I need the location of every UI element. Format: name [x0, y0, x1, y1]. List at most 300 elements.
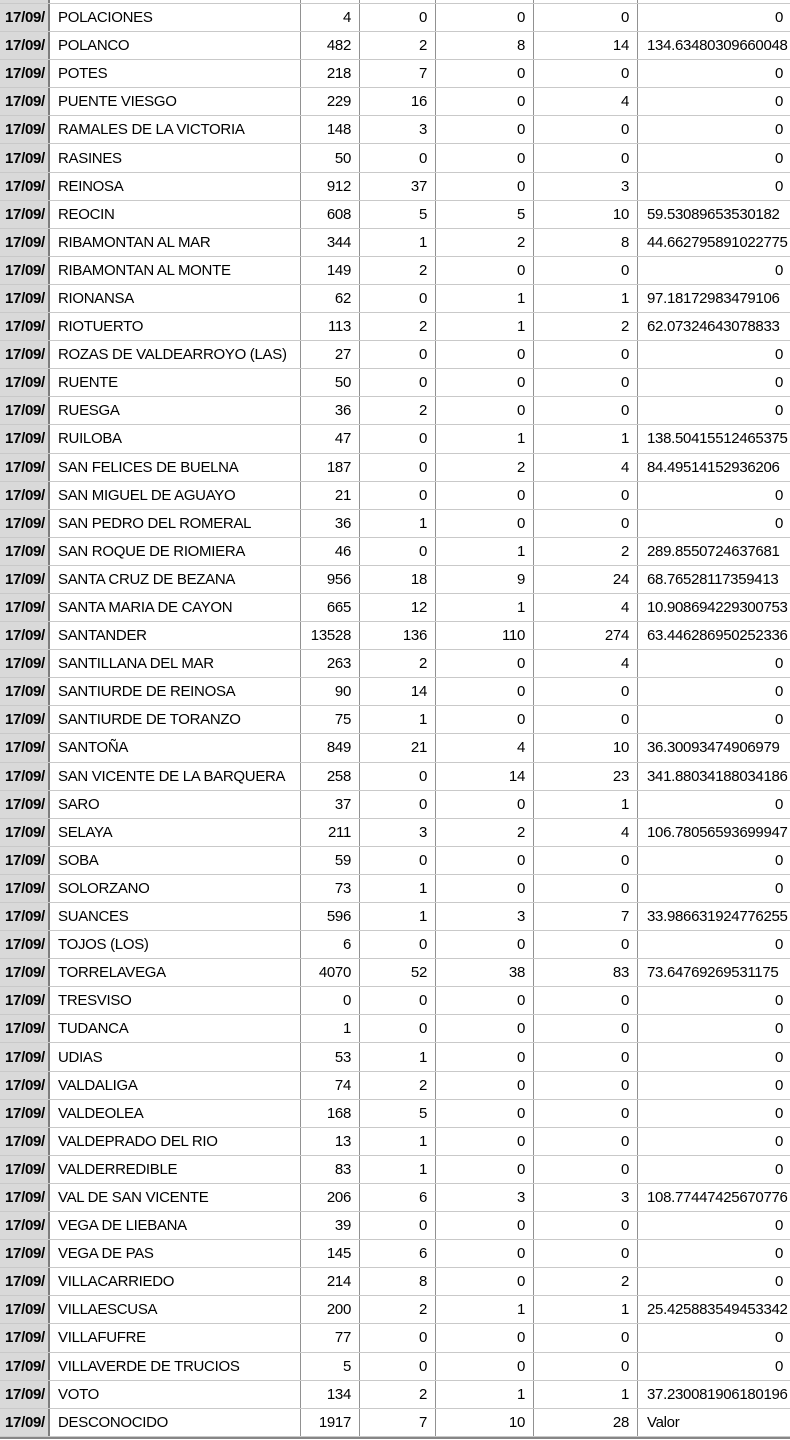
municipality-cell: SAN MIGUEL DE AGUAYO [50, 482, 301, 509]
value-cell-5: 0 [774, 177, 783, 195]
table-row [0, 931, 790, 959]
value-cell-4: 4 [534, 819, 638, 846]
municipality-cell: SANTIURDE DE REINOSA [50, 678, 301, 705]
table-row [0, 454, 790, 482]
value-cell-3: 0 [436, 931, 534, 958]
table-row [0, 173, 790, 201]
date-cell: 17/09/ [0, 1184, 50, 1211]
table-row [0, 763, 790, 791]
table-row [0, 1072, 790, 1100]
municipality-cell: RUESGA [50, 397, 301, 424]
value-cell-3: 3 [436, 903, 534, 930]
value-cell-1: 229 [301, 88, 360, 115]
value-cell-2: 0 [360, 931, 436, 958]
date-cell: 17/09/ [0, 566, 50, 593]
date-cell: 17/09/ [0, 369, 50, 396]
municipality-cell: TOJOS (LOS) [50, 931, 301, 958]
value-cell-2: 0 [360, 1212, 436, 1239]
value-cell-2: 136 [360, 622, 436, 649]
value-cell-2: 3 [360, 819, 436, 846]
value-cell-1: 5 [301, 1353, 360, 1380]
municipality-cell: SARO [50, 791, 301, 818]
value-cell-5: 0 [774, 711, 783, 729]
date-cell: 17/09/ [0, 454, 50, 481]
table-row [0, 1100, 790, 1128]
municipality-cell: SANTA MARIA DE CAYON [50, 594, 301, 621]
date-cell: 17/09/ [0, 763, 50, 790]
date-cell: 17/09/ [0, 650, 50, 677]
table-row [0, 1043, 790, 1071]
value-cell-5: 0 [774, 655, 783, 673]
value-cell-2: 0 [360, 425, 436, 452]
municipality-cell: SAN PEDRO DEL ROMERAL [50, 510, 301, 537]
value-cell-4: 2 [534, 1268, 638, 1295]
value-cell-2: 8 [360, 1268, 436, 1295]
value-cell-2: 1 [360, 1128, 436, 1155]
municipality-cell: VILLAESCUSA [50, 1296, 301, 1323]
table-row [0, 566, 790, 594]
date-cell: 17/09/ [0, 425, 50, 452]
table-row [0, 791, 790, 819]
municipality-cell: RUENTE [50, 369, 301, 396]
value-cell-1: 83 [301, 1156, 360, 1183]
table-row [0, 32, 790, 60]
date-cell: 17/09/ [0, 1156, 50, 1183]
value-cell-4: 0 [534, 1072, 638, 1099]
municipality-cell: SOLORZANO [50, 875, 301, 902]
municipality-cell: RIBAMONTAN AL MONTE [50, 257, 301, 284]
value-cell-1: 13 [301, 1128, 360, 1155]
table-row [0, 257, 790, 285]
date-cell: 17/09/ [0, 1212, 50, 1239]
value-cell-5: 0 [774, 851, 783, 869]
value-cell-5: 62.07324643078833 [647, 318, 780, 336]
value-cell-2: 16 [360, 88, 436, 115]
value-cell-5: 0 [774, 1132, 783, 1150]
value-cell-2: 2 [360, 32, 436, 59]
municipality-cell: SAN FELICES DE BUELNA [50, 454, 301, 481]
value-cell-2: 0 [360, 341, 436, 368]
table-row [0, 1324, 790, 1352]
value-cell-1: 13528 [301, 622, 360, 649]
value-cell-5: 0 [774, 683, 783, 701]
value-cell-3: 0 [436, 257, 534, 284]
value-cell-3: 0 [436, 1100, 534, 1127]
value-cell-3: 2 [436, 819, 534, 846]
table-row [0, 538, 790, 566]
date-cell: 17/09/ [0, 1353, 50, 1380]
value-cell-3: 1 [436, 285, 534, 312]
value-cell-1: 665 [301, 594, 360, 621]
municipality-cell: VALDERREDIBLE [50, 1156, 301, 1183]
value-cell-1: 62 [301, 285, 360, 312]
municipality-cell: RAMALES DE LA VICTORIA [50, 116, 301, 143]
value-cell-2: 0 [360, 791, 436, 818]
value-cell-3: 0 [436, 706, 534, 733]
municipality-cell: REINOSA [50, 173, 301, 200]
municipality-cell: SELAYA [50, 819, 301, 846]
date-cell: 17/09/ [0, 847, 50, 874]
table-row [0, 734, 790, 762]
value-cell-1: 263 [301, 650, 360, 677]
value-cell-4: 0 [534, 1156, 638, 1183]
date-cell: 17/09/ [0, 60, 50, 87]
date-cell: 17/09/ [0, 1324, 50, 1351]
value-cell-4: 0 [534, 60, 638, 87]
value-cell-5: Valor [647, 1413, 680, 1431]
table-row [0, 959, 790, 987]
municipality-cell: VALDALIGA [50, 1072, 301, 1099]
value-cell-3: 0 [436, 847, 534, 874]
value-cell-2: 3 [360, 116, 436, 143]
value-cell-2: 18 [360, 566, 436, 593]
value-cell-5: 68.76528117359413 [647, 570, 779, 588]
value-cell-4: 0 [534, 397, 638, 424]
table-row [0, 116, 790, 144]
date-cell: 17/09/ [0, 229, 50, 256]
date-cell: 17/09/ [0, 4, 50, 31]
municipality-cell [50, 0, 301, 3]
value-cell-2: 0 [360, 1015, 436, 1042]
value-cell-1: 46 [301, 538, 360, 565]
value-cell-3: 0 [436, 4, 534, 31]
value-cell-3: 1 [436, 313, 534, 340]
value-cell-3: 0 [436, 1072, 534, 1099]
date-cell: 17/09/ [0, 594, 50, 621]
date-cell: 17/09/ [0, 903, 50, 930]
table-row [0, 1015, 790, 1043]
value-cell-5: 0 [774, 486, 783, 504]
value-cell-4: 0 [534, 987, 638, 1014]
table-row [0, 1381, 790, 1409]
value-cell-2: 5 [360, 1100, 436, 1127]
municipality-cell: DESCONOCIDO [50, 1409, 301, 1436]
municipality-cell: RIOTUERTO [50, 313, 301, 340]
value-cell-1: 596 [301, 903, 360, 930]
value-cell-4: 0 [534, 1240, 638, 1267]
date-cell: 17/09/ [0, 32, 50, 59]
municipality-cell: SAN ROQUE DE RIOMIERA [50, 538, 301, 565]
value-cell-2: 0 [360, 369, 436, 396]
value-cell-2: 1 [360, 706, 436, 733]
value-cell-1: 912 [301, 173, 360, 200]
date-cell: 17/09/ [0, 1015, 50, 1042]
value-cell-3: 0 [436, 88, 534, 115]
table-row [0, 622, 790, 650]
municipality-cell: VILLACARRIEDO [50, 1268, 301, 1295]
value-cell-4: 0 [534, 144, 638, 171]
value-cell-3: 0 [436, 875, 534, 902]
municipality-cell: SANTILLANA DEL MAR [50, 650, 301, 677]
date-cell: 17/09/ [0, 313, 50, 340]
municipality-cell: SANTOÑA [50, 734, 301, 761]
value-cell-1: 258 [301, 763, 360, 790]
value-cell-3: 0 [436, 1128, 534, 1155]
date-cell: 17/09/ [0, 734, 50, 761]
value-cell-4: 0 [534, 1212, 638, 1239]
value-cell-2: 7 [360, 1409, 436, 1436]
table-row [0, 4, 790, 32]
value-cell-5: 0 [774, 149, 783, 167]
municipality-cell: TORRELAVEGA [50, 959, 301, 986]
table-row [0, 1353, 790, 1381]
value-cell-2: 1 [360, 1156, 436, 1183]
date-cell: 17/09/ [0, 959, 50, 986]
value-cell-3: 8 [436, 32, 534, 59]
date-cell: 17/09/ [0, 1381, 50, 1408]
value-cell-3: 0 [436, 1212, 534, 1239]
value-cell-2: 2 [360, 1072, 436, 1099]
value-cell-2: 6 [360, 1184, 436, 1211]
value-cell-1: 27 [301, 341, 360, 368]
table-row [0, 1156, 790, 1184]
value-cell-5: 0 [774, 402, 783, 420]
value-cell-1: 168 [301, 1100, 360, 1127]
value-cell-2: 0 [360, 538, 436, 565]
value-cell-5: 44.662795891022775 [647, 233, 788, 251]
value-cell-1: 1917 [301, 1409, 360, 1436]
municipality-cell: UDIAS [50, 1043, 301, 1070]
value-cell-4: 0 [534, 1128, 638, 1155]
date-cell: 17/09/ [0, 875, 50, 902]
value-cell-5: 0 [774, 121, 783, 139]
date-cell: 17/09/ [0, 88, 50, 115]
date-cell: 17/09/ [0, 1268, 50, 1295]
table-row [0, 313, 790, 341]
value-cell-1: 73 [301, 875, 360, 902]
date-cell [0, 0, 50, 3]
value-cell-3: 0 [436, 678, 534, 705]
value-cell-5: 0 [774, 1076, 783, 1094]
value-cell-4: 10 [534, 201, 638, 228]
value-cell-3: 0 [436, 341, 534, 368]
value-cell-5: 33.986631924776255 [647, 908, 788, 926]
date-cell: 17/09/ [0, 791, 50, 818]
date-cell: 17/09/ [0, 1409, 50, 1436]
municipality-cell: POLANCO [50, 32, 301, 59]
value-cell-1: 50 [301, 144, 360, 171]
value-cell-4: 0 [534, 341, 638, 368]
value-cell-3: 1 [436, 425, 534, 452]
value-cell-4: 0 [534, 4, 638, 31]
value-cell-2: 2 [360, 1381, 436, 1408]
value-cell-3: 0 [436, 1268, 534, 1295]
municipality-cell: SANTANDER [50, 622, 301, 649]
table-row [0, 1296, 790, 1324]
municipality-cell: RIONANSA [50, 285, 301, 312]
value-cell-5: 63.446286950252336 [647, 627, 788, 645]
value-cell-3: 110 [436, 622, 534, 649]
value-cell-1: 145 [301, 1240, 360, 1267]
value-cell-3: 0 [436, 1324, 534, 1351]
value-cell-5: 0 [774, 1329, 783, 1347]
value-cell-4: 0 [534, 1353, 638, 1380]
date-cell: 17/09/ [0, 341, 50, 368]
table-row [0, 369, 790, 397]
table-row [0, 425, 790, 453]
value-cell-2: 2 [360, 1296, 436, 1323]
value-cell-5: 0 [774, 879, 783, 897]
value-cell-4: 4 [534, 650, 638, 677]
municipality-cell: VILLAVERDE DE TRUCIOS [50, 1353, 301, 1380]
value-cell-1: 59 [301, 847, 360, 874]
value-cell-4: 0 [534, 116, 638, 143]
value-cell-4: 2 [534, 538, 638, 565]
value-cell-1: 849 [301, 734, 360, 761]
value-cell-1: 50 [301, 369, 360, 396]
date-cell: 17/09/ [0, 1072, 50, 1099]
municipality-cell: TUDANCA [50, 1015, 301, 1042]
value-cell-2: 0 [360, 454, 436, 481]
value-cell-4: 4 [534, 594, 638, 621]
value-cell-3 [436, 0, 534, 3]
value-cell-3: 0 [436, 369, 534, 396]
value-cell-5 [638, 0, 790, 3]
municipality-cell: RUILOBA [50, 425, 301, 452]
value-cell-2: 1 [360, 903, 436, 930]
value-cell-4: 1 [534, 425, 638, 452]
value-cell-3: 0 [436, 510, 534, 537]
value-cell-2: 5 [360, 201, 436, 228]
value-cell-3: 0 [436, 116, 534, 143]
value-cell-4 [534, 0, 638, 3]
table-row [0, 341, 790, 369]
value-cell-5: 0 [774, 1160, 783, 1178]
value-cell-3: 0 [436, 1015, 534, 1042]
municipality-cell: VAL DE SAN VICENTE [50, 1184, 301, 1211]
value-cell-5: 0 [774, 936, 783, 954]
value-cell-3: 0 [436, 650, 534, 677]
value-cell-2: 0 [360, 285, 436, 312]
municipality-cell: SUANCES [50, 903, 301, 930]
value-cell-5: 0 [774, 93, 783, 111]
value-cell-3: 1 [436, 538, 534, 565]
value-cell-1: 211 [301, 819, 360, 846]
date-cell: 17/09/ [0, 706, 50, 733]
value-cell-3: 4 [436, 734, 534, 761]
value-cell-1: 74 [301, 1072, 360, 1099]
value-cell-5: 289.8550724637681 [647, 542, 780, 560]
value-cell-1: 608 [301, 201, 360, 228]
date-cell: 17/09/ [0, 201, 50, 228]
value-cell-4: 10 [534, 734, 638, 761]
value-cell-2: 0 [360, 987, 436, 1014]
value-cell-3: 0 [436, 173, 534, 200]
value-cell-3: 0 [436, 60, 534, 87]
value-cell-1: 148 [301, 116, 360, 143]
value-cell-3: 9 [436, 566, 534, 593]
table-row [0, 510, 790, 538]
municipality-cell: VOTO [50, 1381, 301, 1408]
date-cell: 17/09/ [0, 819, 50, 846]
table-row [0, 285, 790, 313]
table-row [0, 594, 790, 622]
value-cell-2: 2 [360, 257, 436, 284]
date-cell: 17/09/ [0, 1043, 50, 1070]
value-cell-4: 0 [534, 1324, 638, 1351]
value-cell-4: 23 [534, 763, 638, 790]
value-cell-2: 12 [360, 594, 436, 621]
value-cell-3: 14 [436, 763, 534, 790]
value-cell-2: 0 [360, 1353, 436, 1380]
value-cell-1: 4070 [301, 959, 360, 986]
value-cell-5: 0 [774, 261, 783, 279]
table-row [0, 88, 790, 116]
date-cell: 17/09/ [0, 482, 50, 509]
date-cell: 17/09/ [0, 144, 50, 171]
value-cell-4: 274 [534, 622, 638, 649]
value-cell-3: 0 [436, 397, 534, 424]
value-cell-5: 84.49514152936206 [647, 458, 780, 476]
value-cell-4: 0 [534, 257, 638, 284]
value-cell-3: 1 [436, 1381, 534, 1408]
table-row [0, 987, 790, 1015]
date-cell: 17/09/ [0, 173, 50, 200]
value-cell-3: 38 [436, 959, 534, 986]
value-cell-2: 1 [360, 510, 436, 537]
municipality-cell: VILLAFUFRE [50, 1324, 301, 1351]
value-cell-3: 5 [436, 201, 534, 228]
date-cell: 17/09/ [0, 1240, 50, 1267]
value-cell-5: 108.77447425670776 [647, 1188, 788, 1206]
value-cell-5: 0 [774, 1217, 783, 1235]
value-cell-5: 341.88034188034186 [647, 767, 788, 785]
value-cell-1: 200 [301, 1296, 360, 1323]
table-row [0, 60, 790, 88]
table-row [0, 678, 790, 706]
date-cell: 17/09/ [0, 1296, 50, 1323]
table-row [0, 650, 790, 678]
value-cell-5: 0 [774, 346, 783, 364]
value-cell-4: 1 [534, 1381, 638, 1408]
value-cell-2: 2 [360, 397, 436, 424]
value-cell-4: 0 [534, 510, 638, 537]
municipality-cell: REOCIN [50, 201, 301, 228]
value-cell-1: 344 [301, 229, 360, 256]
value-cell-5: 73.64769269531175 [647, 964, 779, 982]
value-cell-2: 0 [360, 482, 436, 509]
date-cell: 17/09/ [0, 931, 50, 958]
date-cell: 17/09/ [0, 116, 50, 143]
value-cell-2: 1 [360, 229, 436, 256]
table-row [0, 397, 790, 425]
value-cell-2: 7 [360, 60, 436, 87]
value-cell-5: 10.908694229300753 [647, 599, 788, 617]
value-cell-2: 0 [360, 144, 436, 171]
value-cell-4: 0 [534, 678, 638, 705]
value-cell-3: 0 [436, 987, 534, 1014]
municipality-cell: PUENTE VIESGO [50, 88, 301, 115]
value-cell-1: 90 [301, 678, 360, 705]
municipality-cell: POLACIONES [50, 4, 301, 31]
value-cell-1: 214 [301, 1268, 360, 1295]
date-cell: 17/09/ [0, 257, 50, 284]
value-cell-4: 1 [534, 791, 638, 818]
value-cell-1: 47 [301, 425, 360, 452]
value-cell-4: 0 [534, 875, 638, 902]
value-cell-2: 37 [360, 173, 436, 200]
value-cell-5: 0 [774, 1048, 783, 1066]
value-cell-2: 2 [360, 313, 436, 340]
value-cell-1: 21 [301, 482, 360, 509]
municipality-cell: VALDEOLEA [50, 1100, 301, 1127]
value-cell-5: 0 [774, 1357, 783, 1375]
value-cell-5: 37.230081906180196 [647, 1385, 788, 1403]
value-cell-2 [360, 0, 436, 3]
value-cell-1: 39 [301, 1212, 360, 1239]
table-row [0, 819, 790, 847]
value-cell-3: 0 [436, 1353, 534, 1380]
